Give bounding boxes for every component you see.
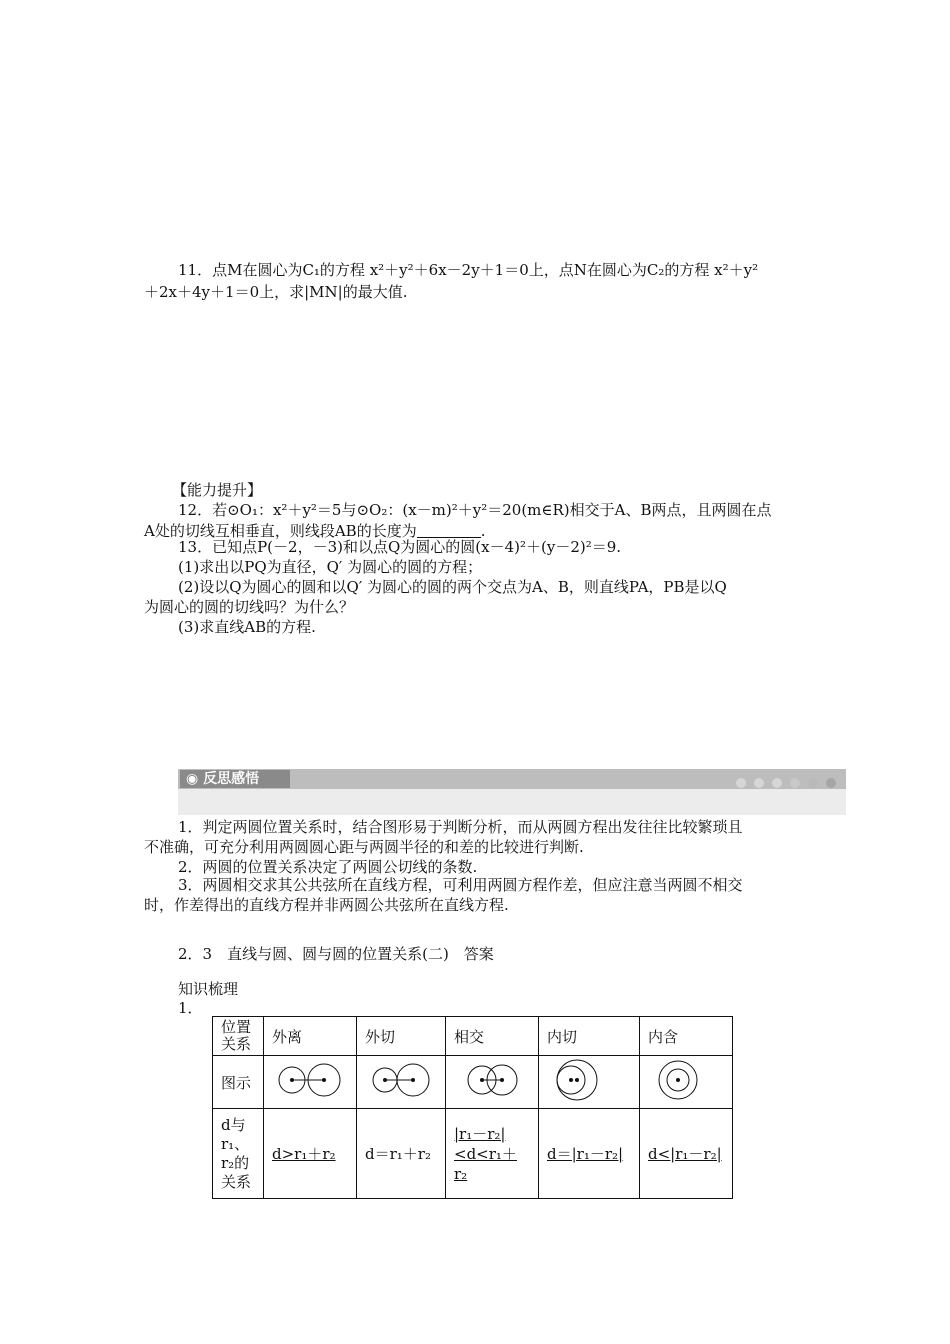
q13-sub3: (3)求直线AB的方程. — [178, 618, 316, 636]
q12-line2-end: . — [480, 522, 486, 540]
dot-icon — [736, 778, 746, 788]
intersecting-circles-icon — [454, 1058, 530, 1102]
dot-icon — [826, 778, 836, 788]
reflection-title: ◉ 反思感悟 — [180, 770, 290, 788]
position-relation-table — [212, 1016, 733, 1199]
q11-line1: 11．点M在圆心为C₁的方程 x²＋y²＋6x－2y＋1＝0上，点N在圆心为C₂的方程 x²＋y² — [178, 261, 759, 279]
relation-external-tangent: d＝r₁＋r₂ — [357, 1109, 446, 1199]
dot-icon — [754, 778, 764, 788]
header-contain: 内含 — [640, 1017, 733, 1056]
separate-circles-icon — [272, 1058, 348, 1102]
relation-contain: d<|r₁－r₂| — [640, 1109, 733, 1199]
row-relation-label: d与r₁、r₂的关系 — [213, 1109, 264, 1199]
ability-heading: 【能力提升】 — [172, 481, 263, 499]
reflection-p1-line1: 1．判定两圆位置关系时，结合图形易于判断分析，而从两圆方程出发往往比较繁琐且 — [178, 818, 743, 836]
figure-internal-tangent — [539, 1056, 640, 1109]
dot-icon — [808, 778, 818, 788]
q12-line1: 12．若⊙O₁：x²＋y²＝5与⊙O₂：(x－m)²＋y²＝20(m∈R)相交于A、B两点，且两圆在点 — [178, 501, 772, 519]
q13-sub2-line1: (2)设以Q为圆心的圆和以Q′ 为圆心的圆的两个交点为A、B，则直线PA，PB是以Q — [178, 578, 727, 596]
answer-blank — [417, 523, 481, 538]
reflection-p3-line1: 3．两圆相交求其公共弦所在直线方程，可利用两圆方程作差，但应注意当两圆不相交 — [178, 876, 743, 894]
reflection-p2: 2．两圆的位置关系决定了两圆公切线的条数. — [178, 858, 478, 876]
relation-intersect: |r₁－r₂|<d<r₁＋r₂ — [446, 1109, 539, 1199]
dot-icon — [790, 778, 800, 788]
banner-dots — [728, 774, 836, 792]
internal-tangent-circles-icon — [547, 1058, 631, 1102]
row-figure-label: 图示 — [213, 1056, 264, 1109]
item-number: 1． — [178, 999, 203, 1017]
header-intersect: 相交 — [446, 1017, 539, 1056]
reflection-banner — [178, 769, 846, 815]
figure-intersect — [446, 1056, 539, 1109]
relation-internal-tangent: d＝|r₁－r₂| — [539, 1109, 640, 1199]
header-position: 位置关系 — [213, 1017, 264, 1056]
reflection-p3-line2: 时，作差得出的直线方程并非两圆公共弦所在直线方程. — [144, 896, 509, 914]
header-external-tangent: 外切 — [357, 1017, 446, 1056]
section-heading: 知识梳理 — [178, 980, 239, 998]
figure-contain — [640, 1056, 733, 1109]
answer-title: 2．3 直线与圆、圆与圆的位置关系(二) 答案 — [178, 945, 494, 963]
header-internal-tangent: 内切 — [539, 1017, 640, 1056]
q12-line2-text: A处的切线互相垂直，则线段AB的长度为 — [144, 522, 417, 540]
banner-strip — [178, 769, 846, 789]
q11-line2: ＋2x＋4y＋1＝0上，求|MN|的最大值. — [144, 283, 408, 301]
reflection-p1-line2: 不准确，可充分利用两圆圆心距与两圆半径的和差的比较进行判断. — [144, 838, 584, 856]
figure-separate — [264, 1056, 357, 1109]
q13-sub1: (1)求出以PQ为直径，Q′ 为圆心的圆的方程； — [178, 558, 483, 576]
header-separate: 外离 — [264, 1017, 357, 1056]
relation-separate: d>r₁＋r₂ — [264, 1109, 357, 1199]
figure-external-tangent — [357, 1056, 446, 1109]
q13-line1: 13．已知点P(－2，－3)和以点Q为圆心的圆(x－4)²＋(y－2)²＝9. — [178, 538, 622, 556]
q13-sub2-line2: 为圆心的圆的切线吗？为什么？ — [144, 598, 355, 616]
external-tangent-circles-icon — [365, 1058, 437, 1102]
dot-icon — [772, 778, 782, 788]
contained-circles-icon — [648, 1058, 724, 1102]
